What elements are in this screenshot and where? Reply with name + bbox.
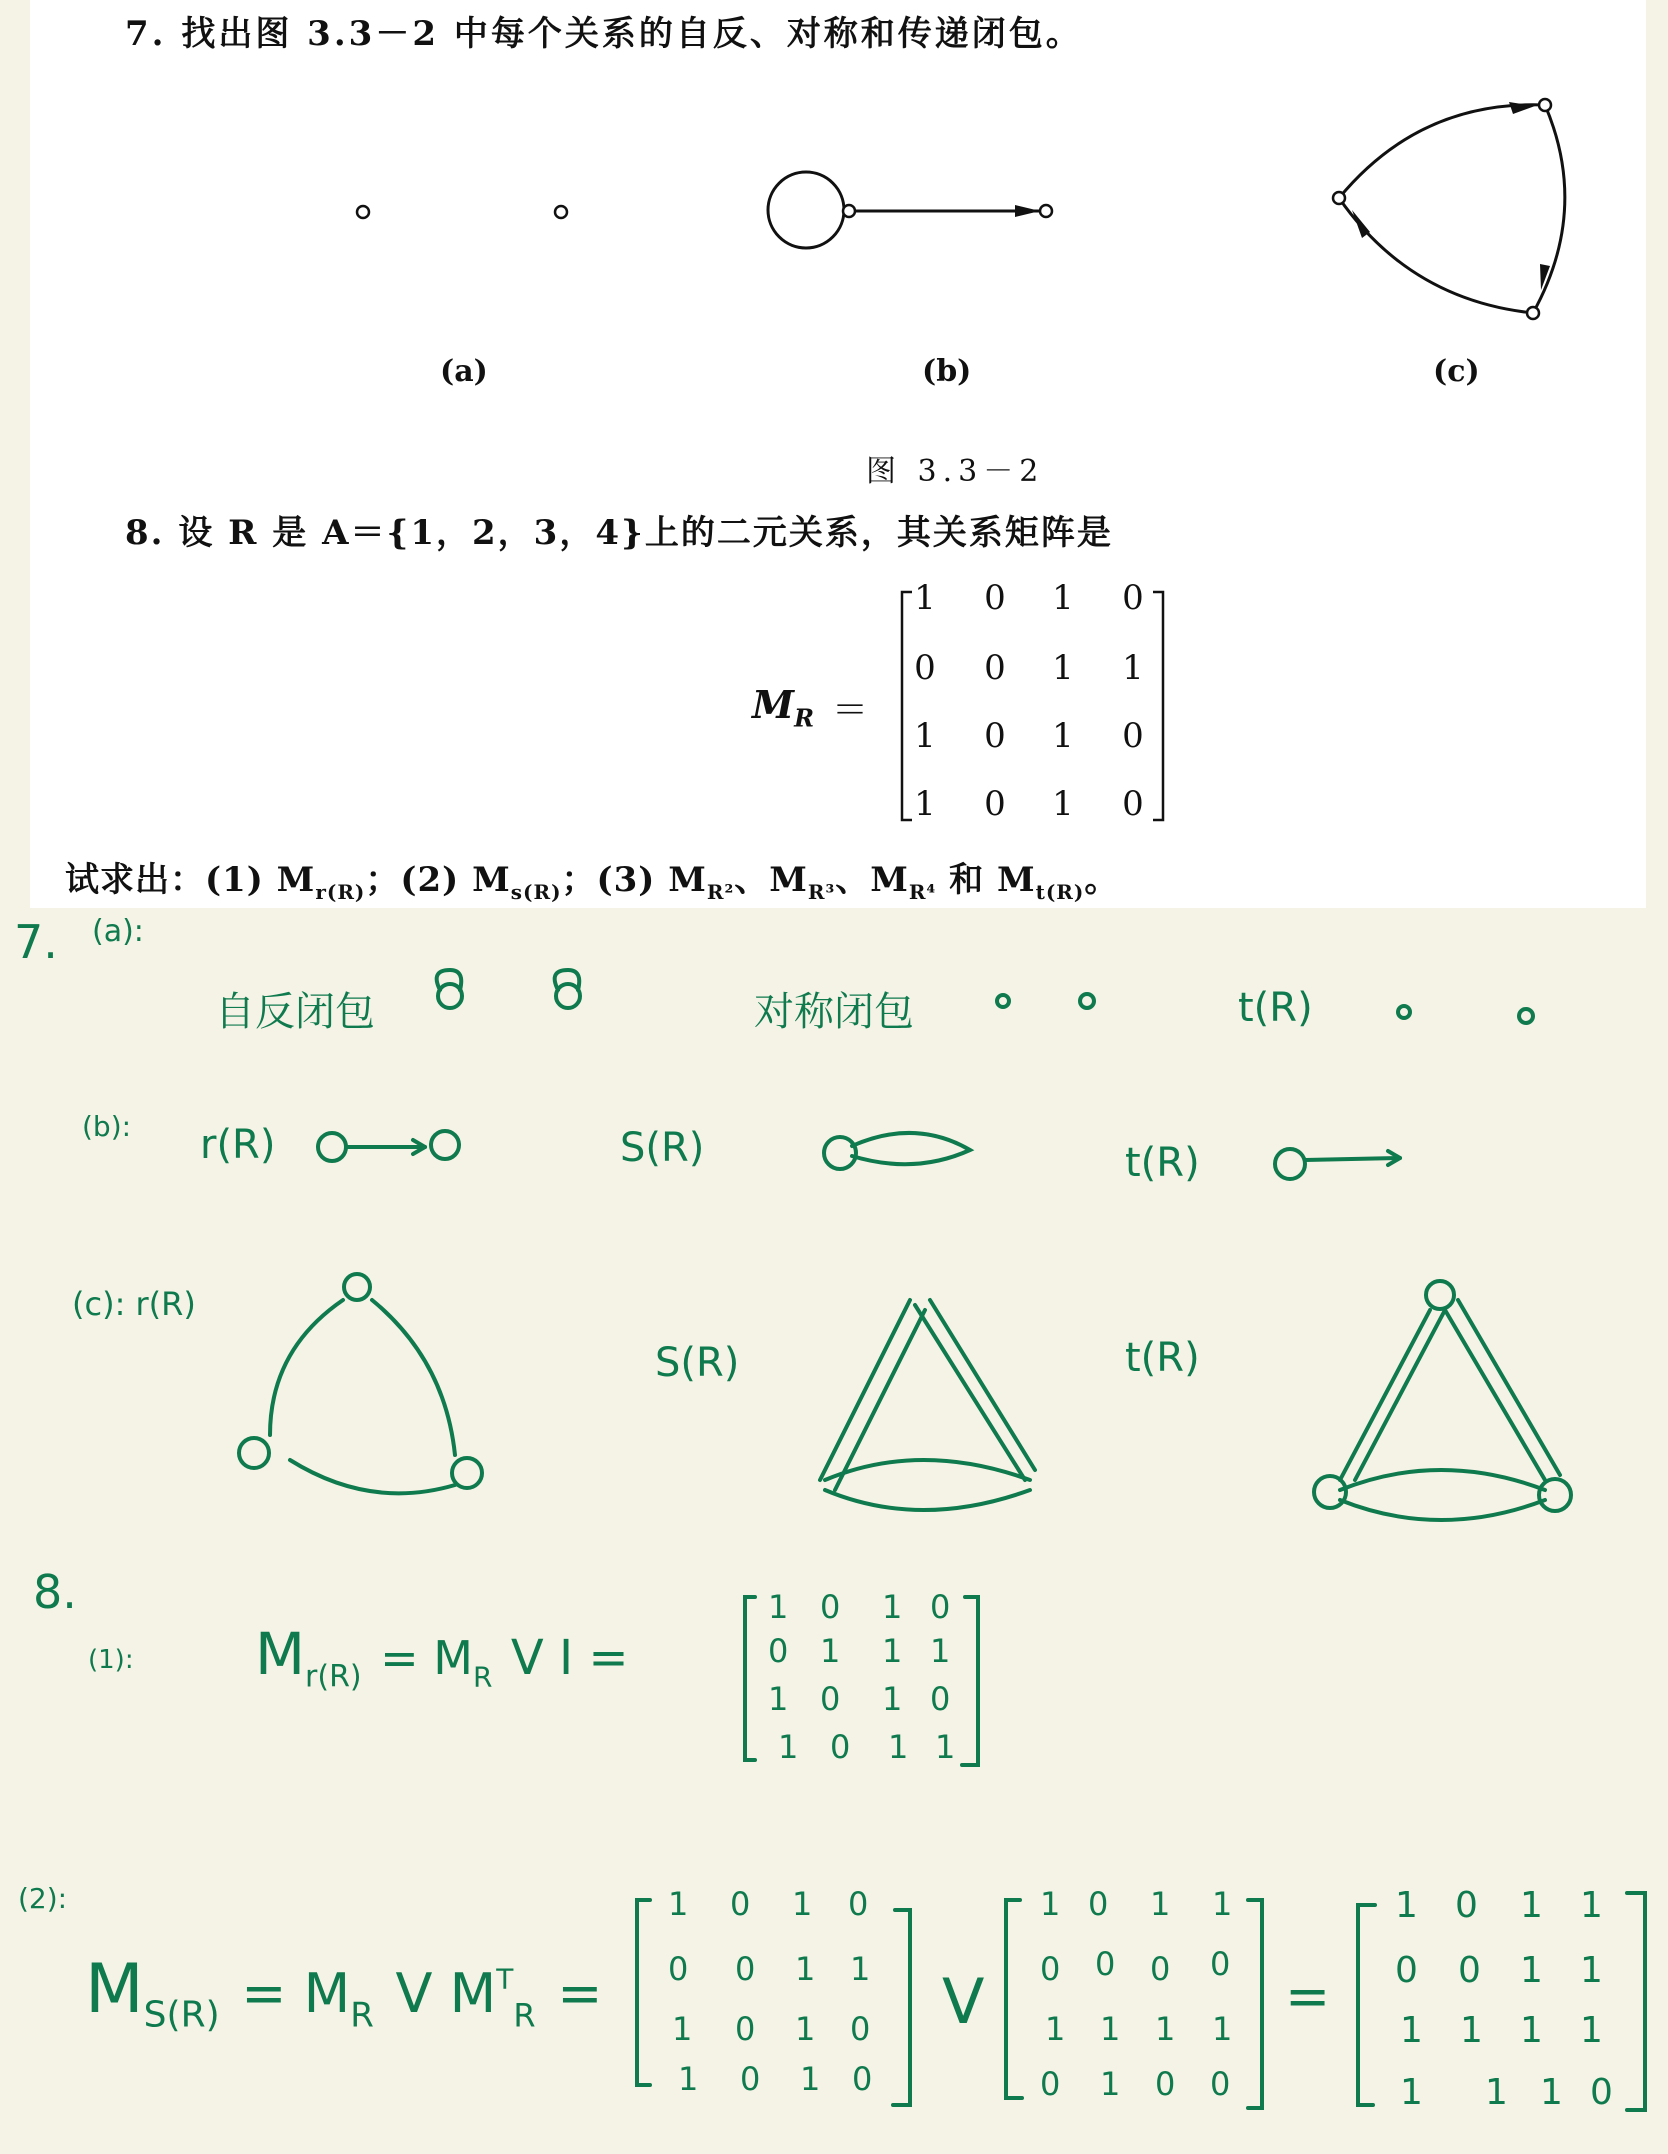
fig-label-b: (b) xyxy=(922,354,972,389)
hw-m1-cell: 1 xyxy=(935,1728,956,1766)
hw-m2a-cell: 0 xyxy=(668,1950,689,1988)
hw-m2c-cell: 1 xyxy=(1540,2072,1563,2113)
hw-m2a-cell: 1 xyxy=(672,2010,693,2048)
hw-a-transitive: t(R) xyxy=(1238,985,1313,1031)
matrix-cell: 1 xyxy=(1052,578,1074,618)
matrix-cell: 0 xyxy=(984,578,1006,618)
hw-m2c-cell: 0 xyxy=(1458,1950,1481,1991)
hw-m2c-cell: 0 xyxy=(1395,1950,1418,1991)
hw-m2c-cell: 1 xyxy=(1485,2072,1508,2113)
m2a-left-bracket xyxy=(637,1900,650,2085)
fig-label-c: (c) xyxy=(1433,354,1480,389)
hw-m2b-cell: 1 xyxy=(1100,2010,1121,2048)
hw-m2c-cell: 1 xyxy=(1460,2010,1483,2051)
question-8-text: 8. 设 R 是 A＝{1，2，3，4}上的二元关系，其关系矩阵是 xyxy=(125,513,1113,553)
matrix-cell: 0 xyxy=(984,784,1006,824)
hw-m2c-cell: 1 xyxy=(1580,1950,1603,1991)
hw-m2a-cell: 0 xyxy=(852,2060,873,2098)
matrix-cell: 0 xyxy=(1122,784,1144,824)
hw-m1-cell: 0 xyxy=(930,1588,951,1626)
hw-m1-cell: 1 xyxy=(768,1588,789,1626)
a-reflexive-nodes xyxy=(437,970,580,1008)
hw-part-a-label: (a): xyxy=(92,914,144,949)
hw-m2b-cell: 1 xyxy=(1155,2010,1176,2048)
hw-m1-cell: 1 xyxy=(778,1728,799,1766)
matrix-cell: 0 xyxy=(984,648,1006,688)
hw-m2b-cell: 1 xyxy=(1212,2010,1233,2048)
hw-m2c-cell: 1 xyxy=(1520,1885,1543,1926)
matrix-label: $M_R$ xyxy=(752,682,815,733)
m2c-left-bracket xyxy=(1358,1905,1375,2105)
hw-m2c-cell: 1 xyxy=(1580,1885,1603,1926)
hw-m2b-cell: 1 xyxy=(1040,1885,1061,1923)
hw-m2b-cell: 1 xyxy=(1100,2065,1121,2103)
hw-m2a-cell: 1 xyxy=(792,1885,813,1923)
fig-label-a: (a) xyxy=(440,354,488,389)
hw-m1-cell: 0 xyxy=(820,1588,841,1626)
hw-problem-7: 7. xyxy=(14,915,58,969)
hw-m1-cell: 1 xyxy=(888,1728,909,1766)
hw-m1-cell: 1 xyxy=(820,1632,841,1670)
hw-m2c-cell: 1 xyxy=(1395,1885,1418,1926)
matrix-cell: 1 xyxy=(914,784,936,824)
hw-m1-cell: 1 xyxy=(930,1632,951,1670)
m1-left-bracket xyxy=(745,1597,755,1760)
matrix-cell: 1 xyxy=(914,578,936,618)
hw-m2b-cell: 0 xyxy=(1210,2065,1231,2103)
b-symmetric-graph xyxy=(824,1133,970,1169)
hw-c-symmetric: S(R) xyxy=(655,1340,740,1386)
hw-eq1: $M_{r(R)} = M_R$ V I = xyxy=(255,1620,629,1695)
hw-m2c-cell: 0 xyxy=(1455,1885,1478,1926)
hw-m1-cell: 0 xyxy=(830,1728,851,1766)
hw-m2a-cell: 0 xyxy=(740,2060,761,2098)
hw-m2b-cell: 0 xyxy=(1095,1945,1116,1983)
matrix-cell: 1 xyxy=(914,716,936,756)
hw-m2c-cell: 0 xyxy=(1590,2072,1613,2113)
hw-m2a-cell: 0 xyxy=(735,1950,756,1988)
question-8-ask: 试求出：(1) $M_{r(R)}$；(2) $M_{s(R)}$；(3) $M_{R^2}$、$M_{R^3}$、$M_{R^4}$ 和 $M_{t(R)}$。 xyxy=(65,860,1120,904)
c-transitive-graph xyxy=(1314,1281,1571,1520)
b-reflexive-graph xyxy=(318,1131,459,1161)
m2b-left-bracket xyxy=(1006,1900,1022,2098)
hw-problem-8: 8. xyxy=(33,1565,77,1619)
a-transitive-nodes xyxy=(1398,1006,1533,1023)
hw-part-c-label: (c): r(R) xyxy=(72,1285,196,1323)
b-transitive-graph xyxy=(1275,1149,1400,1179)
hw-part-2-label: (2): xyxy=(18,1882,68,1915)
hw-m2b-cell: 0 xyxy=(1150,1950,1171,1988)
hw-m2a-cell: 1 xyxy=(795,2010,816,2048)
hw-part-1-label: (1): xyxy=(88,1645,134,1675)
matrix-cell: 0 xyxy=(1122,716,1144,756)
hw-b-symmetric: S(R) xyxy=(620,1125,705,1171)
hw-m2b-cell: 0 xyxy=(1040,1950,1061,1988)
question-7-text: 7. 找出图 3.3－2 中每个关系的自反、对称和传递闭包。 xyxy=(125,14,1083,54)
m2c-right-bracket xyxy=(1627,1893,1645,2110)
matrix-cell: 1 xyxy=(1052,784,1074,824)
c-reflexive-graph xyxy=(239,1274,482,1493)
hw-eq2: $M_{S(R)} = M_R$ V $M^T_R$ = xyxy=(85,1950,603,2036)
hw-m1-cell: 1 xyxy=(882,1588,903,1626)
matrix-cell: 1 xyxy=(1122,648,1144,688)
hw-m2a-cell: 1 xyxy=(850,1950,871,1988)
hw-m2c-cell: 1 xyxy=(1400,2072,1423,2113)
hw-m1-cell: 0 xyxy=(930,1680,951,1718)
hw-m2a-cell: 1 xyxy=(668,1885,689,1923)
hw-m2b-cell: 1 xyxy=(1045,2010,1066,2048)
hw-m1-cell: 0 xyxy=(768,1632,789,1670)
hw-b-reflexive: r(R) xyxy=(200,1122,276,1168)
hw-m2c-cell: 1 xyxy=(1580,2010,1603,2051)
hw-c-transitive: t(R) xyxy=(1125,1335,1200,1381)
hw-m2b-cell: 0 xyxy=(1088,1885,1109,1923)
figure-title: 图 3.3－2 xyxy=(866,454,1045,489)
hw-a-symmetric: 对称闭包 xyxy=(754,989,914,1035)
hw-m2a-cell: 1 xyxy=(795,1950,816,1988)
hw-m1-cell: 0 xyxy=(820,1680,841,1718)
hw-m2b-cell: 1 xyxy=(1212,1885,1233,1923)
m2b-right-bracket xyxy=(1248,1900,1262,2108)
hw-m2b-cell: 0 xyxy=(1155,2065,1176,2103)
hw-part-b-label: (b): xyxy=(82,1110,132,1143)
hw-m2b-cell: 0 xyxy=(1210,1945,1231,1983)
hw-m1-cell: 1 xyxy=(882,1632,903,1670)
c-symmetric-graph xyxy=(820,1300,1035,1510)
m2a-right-bracket xyxy=(893,1910,910,2105)
hw-m2b-cell: 0 xyxy=(1040,2065,1061,2103)
hw-m2a-cell: 0 xyxy=(730,1885,751,1923)
a-symmetric-nodes xyxy=(997,994,1094,1008)
matrix-equals: ＝ xyxy=(832,690,869,731)
hw-m1-cell: 1 xyxy=(768,1680,789,1718)
hw-a-reflexive: 自反闭包 xyxy=(215,989,375,1035)
matrix-cell: 0 xyxy=(1122,578,1144,618)
hw-m2a-cell: 0 xyxy=(848,1885,869,1923)
hw-m1-cell: 1 xyxy=(882,1680,903,1718)
hw-or-sign: V xyxy=(942,1965,985,2038)
hw-m2b-cell: 1 xyxy=(1150,1885,1171,1923)
matrix-cell: 1 xyxy=(1052,716,1074,756)
hw-m2c-cell: 1 xyxy=(1520,1950,1543,1991)
hw-m2a-cell: 0 xyxy=(735,2010,756,2048)
matrix-cell: 0 xyxy=(984,716,1006,756)
hw-m2c-cell: 1 xyxy=(1400,2010,1423,2051)
matrix-cell: 1 xyxy=(1052,648,1074,688)
hw-m2a-cell: 1 xyxy=(678,2060,699,2098)
m1-right-bracket xyxy=(962,1597,978,1765)
hw-m2a-cell: 1 xyxy=(800,2060,821,2098)
hw-m2a-cell: 0 xyxy=(850,2010,871,2048)
hw-b-transitive: t(R) xyxy=(1125,1140,1200,1186)
hw-m2c-cell: 1 xyxy=(1520,2010,1543,2051)
matrix-cell: 0 xyxy=(914,648,936,688)
hw-equals-sign: = xyxy=(1285,1965,1331,2028)
